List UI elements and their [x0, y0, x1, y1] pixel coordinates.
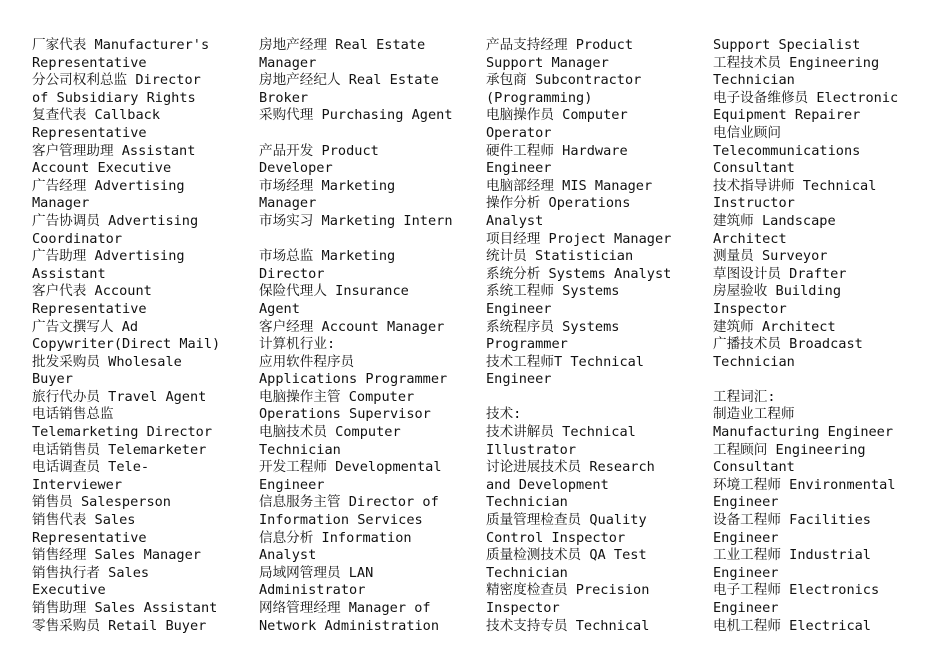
text-line: 客户管理助理 Assistant — [32, 142, 196, 159]
text-line: 保险代理人 Insurance — [259, 283, 409, 300]
text-line: Engineer — [486, 371, 552, 388]
text-line: Account Executive — [32, 160, 172, 177]
text-line: Information Services — [259, 512, 423, 529]
text-line: Manager — [259, 54, 317, 71]
text-line: 设备工程师 Facilities — [713, 512, 871, 529]
text-line: Inspector — [486, 600, 560, 616]
text-line: Developer — [259, 160, 333, 177]
text-line: 电话销售员 Telemarketer — [32, 441, 207, 458]
text-line: 承包商 Subcontractor — [486, 72, 642, 89]
text-line: Control Inspector — [486, 529, 626, 546]
text-line: 应用软件程序员 — [259, 353, 355, 370]
text-line: 草图设计员 Drafter — [713, 265, 847, 282]
text-line: Engineer — [713, 564, 779, 581]
text-line: 技术讲解员 Technical — [486, 424, 636, 441]
text-line: 市场总监 Marketing — [259, 248, 396, 265]
text-line: 工程词汇: — [713, 388, 776, 405]
text-line: Consultant — [713, 459, 795, 476]
text-line: Buyer — [32, 371, 73, 388]
blank-line — [259, 125, 464, 143]
text-line: 房屋验收 Building — [713, 283, 842, 300]
text-line: 技术工程师T Technical — [486, 353, 644, 370]
text-line: 测量员 Surveyor — [713, 248, 828, 265]
text-line: 电脑技术员 Computer — [259, 424, 401, 441]
text-line: Support Specialist — [713, 37, 861, 53]
text-line: Manufacturing Engineer — [713, 424, 894, 441]
text-line: Support Manager — [486, 54, 609, 71]
text-line: Operator — [486, 124, 552, 141]
text-line: 客户经理 Account Manager — [259, 318, 445, 335]
text-line: Manager — [259, 195, 317, 212]
text-line: Engineer — [486, 300, 552, 317]
text-line: Network Administration — [259, 617, 440, 634]
text-line: 计算机行业: — [259, 336, 336, 353]
text-line: 市场经理 Marketing — [259, 177, 396, 194]
text-line: 房地产经纪人 Real Estate — [259, 72, 439, 89]
text-line: Technician — [713, 72, 795, 89]
text-line: 复查代表 Callback — [32, 107, 161, 124]
text-column-4 — [713, 37, 918, 637]
text-line: Applications Programmer — [259, 371, 448, 388]
text-line: 零售采购员 Retail Buyer — [32, 617, 207, 634]
text-column-1 — [32, 37, 237, 637]
text-line: 开发工程师 Developmental — [259, 459, 442, 476]
text-line: Engineer — [486, 160, 552, 177]
text-line: Illustrator — [486, 441, 577, 458]
text-line: 销售经理 Sales Manager — [32, 547, 201, 564]
text-line: Instructor — [713, 195, 795, 212]
text-line: Agent — [259, 300, 300, 317]
text-line: Executive — [32, 582, 106, 599]
text-line: 环境工程师 Environmental — [713, 476, 896, 493]
text-line: 旅行代办员 Travel Agent — [32, 388, 207, 405]
text-line: Inspector — [713, 300, 787, 317]
text-line: 电信业顾问 — [713, 124, 781, 141]
text-line: Telemarketing Director — [32, 424, 213, 441]
text-line: Representative — [32, 529, 147, 546]
text-line: 销售代表 Sales — [32, 512, 136, 529]
text-line: Technician — [486, 494, 568, 511]
text-line: Representative — [32, 124, 147, 141]
text-line: 精密度检查员 Precision — [486, 582, 650, 599]
text-line: 广告协调员 Advertising — [32, 212, 199, 229]
text-line: 网络管理经理 Manager of — [259, 600, 431, 616]
text-line: 质量管理检查员 Quality — [486, 512, 647, 529]
text-line: Analyst — [486, 212, 544, 229]
text-line: 分公司权利总监 Director — [32, 72, 201, 89]
text-line: 质量检测技术员 QA Test — [486, 547, 647, 564]
text-line: 建筑师 Architect — [713, 318, 836, 335]
text-line: Architect — [713, 230, 787, 247]
text-line: 电脑操作主管 Computer — [259, 388, 415, 405]
text-line: 厂家代表 Manufacturer's — [32, 37, 210, 53]
text-line: Director — [259, 265, 325, 282]
text-line: 信息分析 Information — [259, 529, 412, 546]
text-line: Consultant — [713, 160, 795, 177]
text-line: Representative — [32, 300, 147, 317]
text-line: Engineer — [713, 494, 779, 511]
text-line: 房地产经理 Real Estate — [259, 37, 426, 53]
text-line: Administrator — [259, 582, 366, 599]
text-line: 电脑部经理 MIS Manager — [486, 177, 653, 194]
text-line: 系统程序员 Systems — [486, 318, 620, 335]
text-line: Analyst — [259, 547, 317, 564]
text-line: 技术: — [486, 406, 522, 423]
text-line: Engineer — [259, 476, 325, 493]
text-line: 客户代表 Account — [32, 283, 152, 300]
text-line: 制造业工程师 — [713, 406, 795, 423]
text-line: Technician — [713, 353, 795, 370]
text-line: Programmer — [486, 336, 568, 353]
text-line: Technician — [259, 441, 341, 458]
text-line: 产品开发 Product — [259, 142, 379, 159]
text-line: 技术指导讲师 Technical — [713, 177, 877, 194]
text-line: 电脑操作员 Computer — [486, 107, 628, 124]
text-line: Copywriter(Direct Mail) — [32, 336, 221, 353]
text-line: 采购代理 Purchasing Agent — [259, 107, 453, 124]
text-line: 统计员 Statistician — [486, 248, 634, 265]
text-line: 电机工程师 Electrical — [713, 617, 871, 634]
text-line: (Programming) — [486, 89, 593, 106]
text-line: 技术支持专员 Technical — [486, 617, 650, 634]
text-line: 电话调查员 Tele- — [32, 459, 150, 476]
text-line: 广播技术员 Broadcast — [713, 336, 863, 353]
text-line: 局域网管理员 LAN — [259, 564, 374, 581]
text-line: 硬件工程师 Hardware — [486, 142, 628, 159]
text-line: Manager — [32, 195, 90, 212]
text-line: 讨论进展技术员 Research — [486, 459, 655, 476]
text-line: Operations Supervisor — [259, 406, 431, 423]
text-line: Engineer — [713, 600, 779, 616]
blank-line — [713, 371, 918, 389]
blank-line — [486, 389, 691, 407]
text-line: 产品支持经理 Product — [486, 37, 634, 53]
text-line: 系统工程师 Systems — [486, 283, 620, 300]
text-line: of Subsidiary Rights — [32, 89, 196, 106]
text-line: 电话销售总监 — [32, 406, 114, 423]
text-line: 销售执行者 Sales — [32, 564, 150, 581]
text-line: 广告经理 Advertising — [32, 177, 185, 194]
text-line: 电子工程师 Electronics — [713, 582, 880, 599]
text-line: 市场实习 Marketing Intern — [259, 212, 453, 229]
text-line: 销售助理 Sales Assistant — [32, 600, 218, 616]
text-line: 电子设备维修员 Electronic — [713, 89, 899, 106]
text-line: Representative — [32, 54, 147, 71]
text-line: 建筑师 Landscape — [713, 212, 836, 229]
text-line: Broker — [259, 89, 309, 106]
text-line: 销售员 Salesperson — [32, 494, 171, 511]
text-line: 项目经理 Project Manager — [486, 230, 672, 247]
text-line: and Development — [486, 476, 609, 493]
text-line: 广告助理 Advertising — [32, 248, 185, 265]
text-line: 操作分析 Operations — [486, 195, 631, 212]
text-line: 工程顾问 Engineering — [713, 441, 866, 458]
text-line: 工程技术员 Engineering — [713, 54, 880, 71]
text-line: 广告文撰写人 Ad — [32, 318, 139, 335]
text-line: Engineer — [713, 529, 779, 546]
text-line: Equipment Repairer — [713, 107, 861, 124]
text-line: 工业工程师 Industrial — [713, 547, 871, 564]
text-line: 批发采购员 Wholesale — [32, 353, 182, 370]
text-line: Coordinator — [32, 230, 123, 247]
text-line: Telecommunications — [713, 142, 861, 159]
blank-line — [259, 231, 464, 249]
text-line: Technician — [486, 564, 568, 581]
text-line: Assistant — [32, 265, 106, 282]
text-column-2 — [259, 37, 464, 637]
text-line: 系统分析 Systems Analyst — [486, 265, 672, 282]
text-line: Interviewer — [32, 476, 123, 493]
text-column-3 — [486, 37, 691, 637]
text-line: 信息服务主管 Director of — [259, 494, 439, 511]
